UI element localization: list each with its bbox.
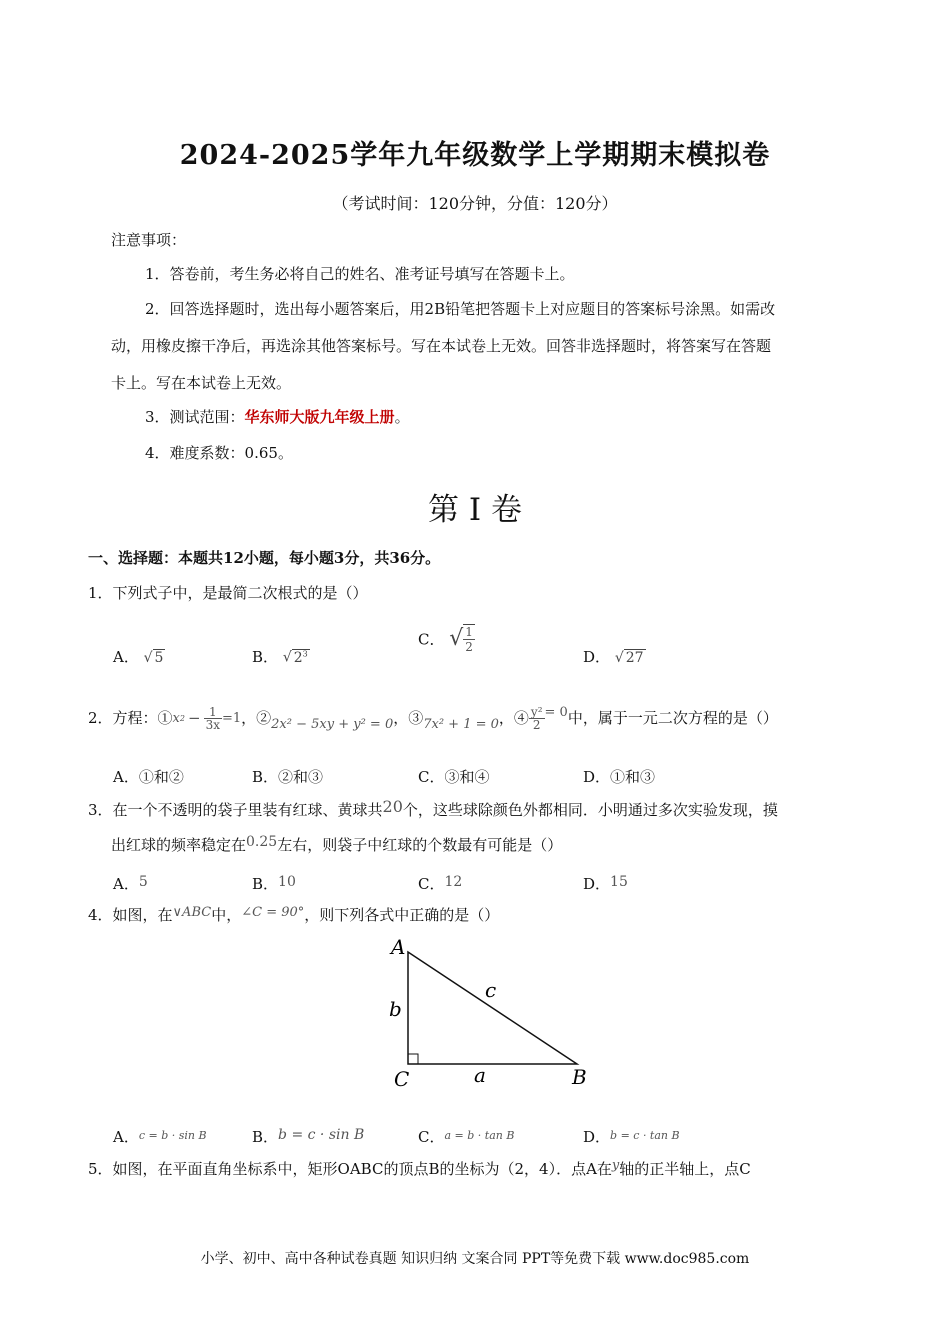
q2-eq1-exp: 2 [179, 713, 185, 723]
vertex-c-label: C [394, 1067, 410, 1091]
q2-eq1-num: 1 [204, 706, 222, 719]
q5-text-a: 5．如图，在平面直角坐标系中，矩形OABC的顶点B的坐标为（2，4）．点A在 [88, 1160, 612, 1178]
q2-eq1-den: 3x [205, 718, 220, 732]
q1-stem: 1．下列式子中，是最简二次根式的是（） [88, 584, 368, 602]
q1-option-c-expr: √ $\frac{1}{2}$ [449, 625, 473, 654]
notice-item-2-line-1: 2．回答选择题时，选出每小题答案后，用2B铅笔把答题卡上对应题目的答案标号涂黑。如需改 [145, 300, 776, 318]
q1-option-a [113, 646, 165, 667]
notice-heading: 注意事项： [111, 231, 187, 249]
q4-option-a [113, 1126, 207, 1147]
triangle-figure [380, 930, 610, 1095]
q1-b-base: 2 [293, 650, 303, 666]
right-angle-mark [408, 1054, 418, 1064]
notice-item-3-prefix: 3．测试范围： [145, 408, 245, 426]
notice-item-4: 4．难度系数：0.65。 [145, 444, 293, 462]
q3-line2-a: 出红球的频率稳定在 [111, 836, 247, 854]
q2-stem [88, 706, 778, 731]
q3-c-label: C． [418, 875, 445, 893]
triangle-shape [408, 952, 577, 1064]
notice-item-2-line-2: 动，用橡皮擦干净后，再选涂其他答案标号。写在本试卷上无效。回答非选择题时，将答案写在答题 [111, 337, 772, 355]
q1-option-a-expr: √ 5 [143, 650, 164, 666]
q1-c-den: 2 [465, 640, 473, 654]
q2-option-a: A．①和② [113, 768, 184, 786]
q1-option-c-label: C． [418, 630, 445, 649]
q2-option-c: C．③和④ [418, 768, 490, 786]
notice-item-3-suffix: 。 [394, 408, 410, 426]
section-title: 第 I 卷 [428, 492, 522, 528]
q4-option-c [418, 1126, 514, 1147]
q2-sep-2: ，② [241, 709, 272, 727]
exam-info: （考试时间：120分钟，分值：120分） [332, 194, 618, 213]
q4-b-expr: b = c · sin B [278, 1127, 365, 1143]
q4-d-expr: b = c · tan B [610, 1129, 680, 1142]
q2-eq4-num: y² [530, 705, 543, 719]
q3-option-c [418, 873, 462, 894]
q3-d-label: D． [583, 875, 611, 893]
q1-option-d-label: D． [583, 648, 611, 666]
q2-sep-4: ，④ [498, 709, 529, 727]
q1-option-a-label: A． [113, 648, 139, 666]
q4-stem [88, 905, 500, 924]
notice-item-3 [145, 410, 410, 425]
q3-b-value: 10 [278, 874, 296, 890]
notice-item-2-line-3: 卡上。写在本试卷上无效。 [111, 374, 292, 392]
q1-option-c [418, 624, 475, 654]
q4-option-d [583, 1126, 680, 1147]
q2-eq4-rhs: = 0 [544, 705, 568, 720]
q3-line-1 [88, 797, 778, 819]
q2-option-d: D．①和③ [583, 768, 656, 786]
test-scope: 华东师大版九年级上册 [244, 408, 395, 426]
q3-line1-a: 3．在一个不透明的袋子里装有红球、黄球共 [88, 801, 383, 819]
q2-eq1-rhs: =1 [221, 711, 242, 726]
q3-b-label: B． [252, 875, 279, 893]
q1-a-radicand: 5 [154, 650, 164, 666]
q2-eq2: 2x² − 5xy + y² = 0 [271, 717, 394, 732]
q2-sep-3: ，③ [393, 709, 424, 727]
side-c-label: c [485, 978, 497, 1002]
q4-stem-c: ，则下列各式中正确的是（） [304, 906, 500, 924]
vertex-a-label: A [391, 935, 406, 959]
q3-c-value: 12 [444, 874, 463, 890]
q3-line2-b: 左右，则袋子中红球的个数最有可能是（） [277, 836, 563, 854]
vertex-b-label: B [572, 1065, 587, 1089]
q1-option-b [252, 646, 310, 667]
q1-d-radicand: 27 [625, 650, 644, 666]
side-b-label: b [389, 997, 402, 1021]
q3-d-value: 15 [610, 874, 628, 890]
q4-b-label: B． [252, 1128, 279, 1146]
q3-a-value: 5 [138, 874, 148, 890]
q4-a-label: A． [113, 1128, 139, 1146]
q4-option-b [252, 1126, 364, 1147]
q1-option-b-label: B． [252, 648, 279, 666]
q4-c-label: C． [418, 1128, 445, 1146]
q1-c-num: 1 [465, 625, 473, 639]
q4-triangle: ∨ABC [172, 905, 212, 920]
side-a-label: a [474, 1063, 486, 1087]
q3-option-d [583, 873, 628, 894]
q5-stem [88, 1158, 751, 1178]
q2-prefix: 2．方程：① [88, 709, 173, 727]
q1-option-d-expr: √ 27 [614, 650, 644, 666]
q3-total: 20 [382, 797, 403, 816]
q2-eq1-minus: − [187, 709, 201, 727]
q4-d-label: D． [583, 1128, 611, 1146]
q2-eq3: 7x² + 1 = 0 [423, 717, 499, 732]
q4-stem-b: 中， [211, 906, 242, 924]
page-title: 2024-2025学年九年级数学上学期期末模拟卷 [179, 140, 771, 171]
q4-stem-a: 4．如图，在 [88, 906, 173, 924]
q3-line-2 [111, 834, 563, 854]
q3-line1-b: 个，这些球除颜色外都相同．小明通过多次实验发现，摸 [402, 801, 778, 819]
q2-option-b: B．②和③ [252, 768, 324, 786]
q2-suffix: 中，属于一元二次方程的是（） [567, 709, 778, 727]
q5-y-axis: y [611, 1158, 620, 1173]
q3-option-a [113, 873, 148, 894]
q1-option-d [583, 646, 646, 667]
q3-frequency: 0.25 [246, 834, 278, 850]
q2-eq4-den: 2 [532, 718, 541, 732]
q2-eq1-x: x [172, 711, 180, 726]
q4-a-expr: c = b · sin B [138, 1129, 207, 1142]
q3-a-label: A． [113, 875, 139, 893]
notice-item-1: 1．答卷前，考生务必将自己的姓名、准考证号填写在答题卡上。 [145, 265, 575, 283]
part1-heading: 一、选择题：本题共12小题，每小题3分，共36分。 [88, 549, 441, 567]
q3-option-b [252, 873, 296, 894]
q5-text-b: 轴的正半轴上，点C [619, 1160, 751, 1178]
q4-angle: ∠C = 90° [241, 905, 305, 920]
q1-option-b-expr: √ $2^3$ [282, 649, 308, 666]
q1-b-exp: 3 [302, 649, 308, 659]
page-footer: 小学、初中、高中各种试卷真题 知识归纳 文案合同 PPT等免费下载 www.doc985.com [200, 1251, 750, 1267]
q4-c-expr: a = b · tan B [444, 1129, 515, 1142]
